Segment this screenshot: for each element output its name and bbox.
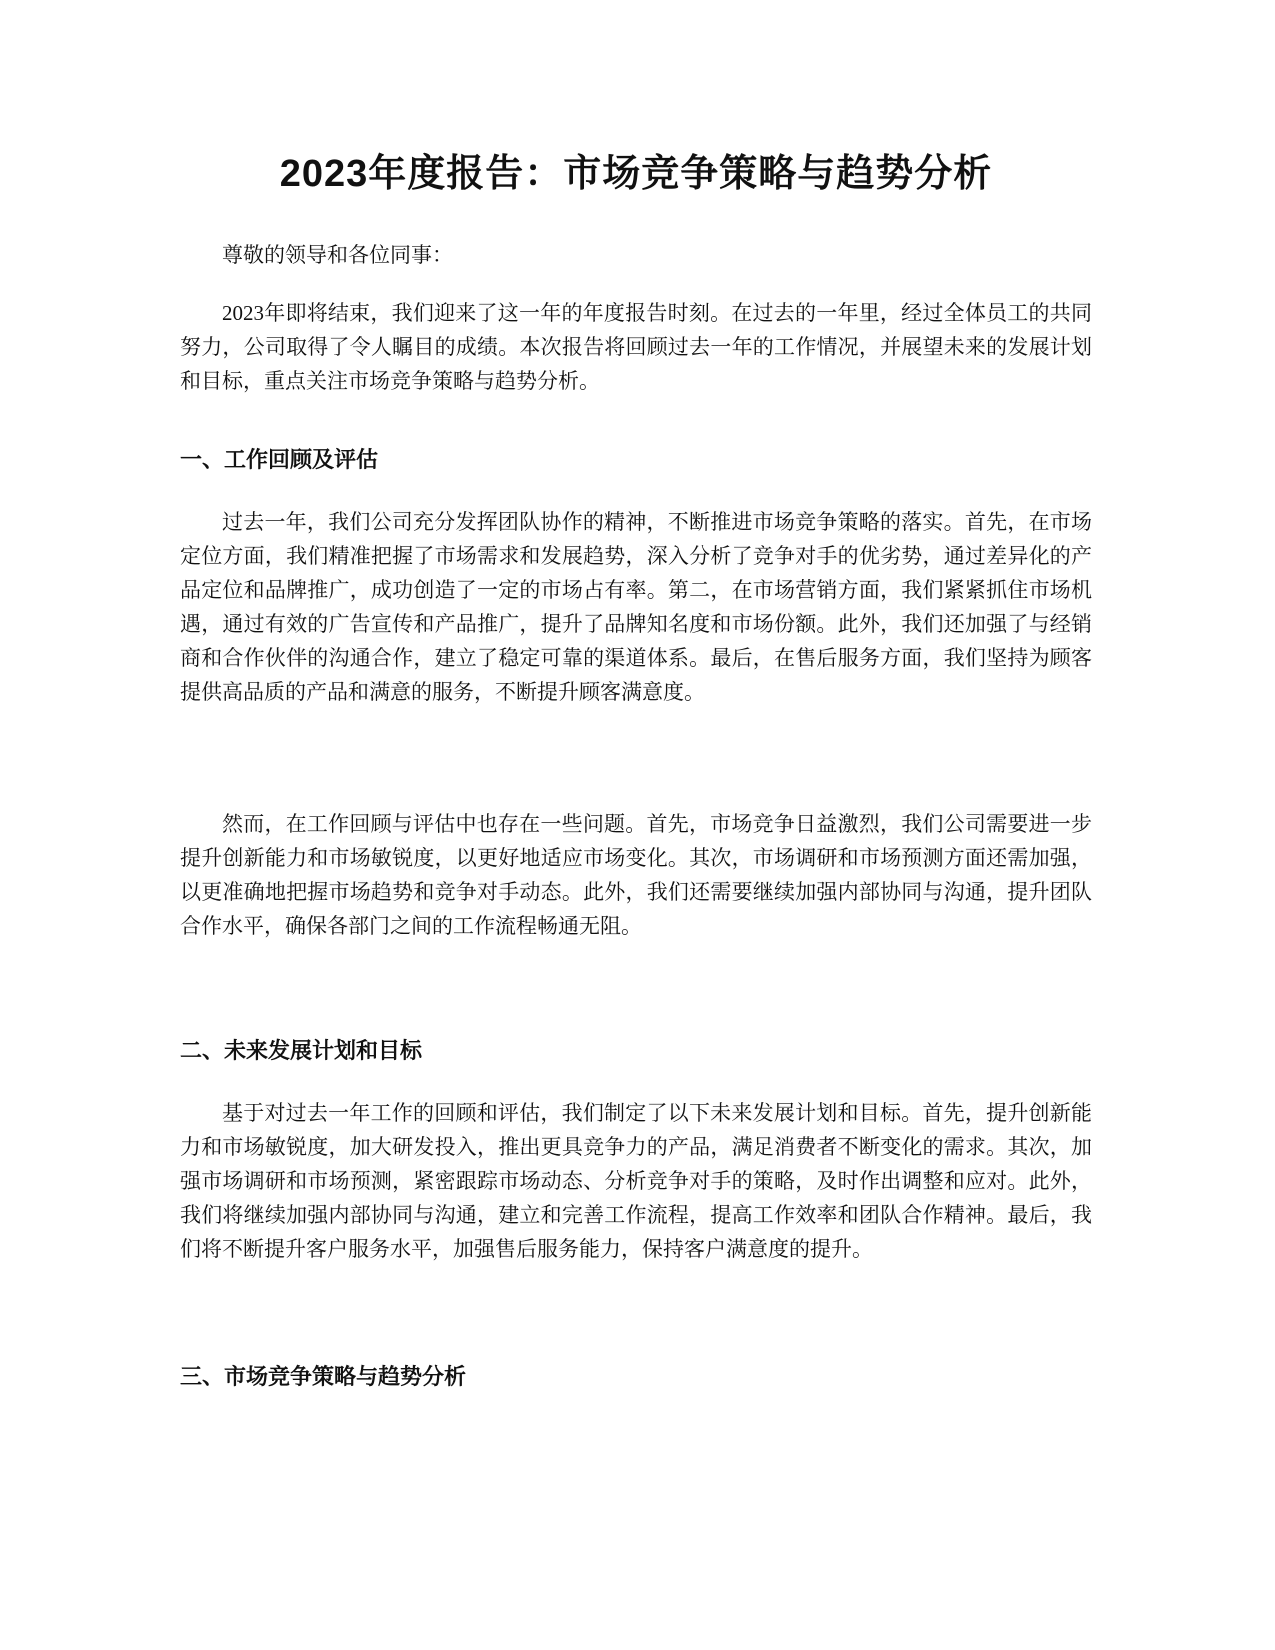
section-heading-strategy: 三、市场竞争策略与趋势分析 <box>180 1364 467 1389</box>
review-paragraph-1: 过去一年，我们公司充分发挥团队协作的精神，不断推进市场竞争策略的落实。首先，在市场定位方面，我们精准把握了市场需求和发展趋势，深入分析了竞争对手的优劣势，通过差异化的产品定位和品牌推广，成功创造了一定的市场占有率。第二，在市场营销方面，我们紧紧抓住市场机遇，通过有效的广告宣传和产品推广，提升了品牌知名度和市场份额。此外，我们还加强了与经销商和合作伙伴的沟通合作，建立了稳定可靠的渠道体系。最后，在售后服务方面，我们坚持为顾客提供高品质的产品和满意的服务，不断提升顾客满意度。 <box>180 510 1092 704</box>
section-heading-plan: 二、未来发展计划和目标 <box>180 1038 423 1063</box>
document-title: 2023年度报告：市场竞争策略与趋势分析 <box>279 153 993 195</box>
section-heading-review: 一、工作回顾及评估 <box>180 447 379 472</box>
review-paragraph-2: 然而，在工作回顾与评估中也存在一些问题。首先，市场竞争日益激烈，我们公司需要进一步提升创新能力和市场敏锐度，以更好地适应市场变化。其次，市场调研和市场预测方面还需加强，以更准确地把握市场趋势和竞争对手动态。此外，我们还需要继续加强内部协同与沟通，提升团队合作水平，确保各部门之间的工作流程畅通无阻。 <box>180 812 1092 938</box>
intro-paragraph: 2023年即将结束，我们迎来了这一年的年度报告时刻。在过去的一年里，经过全体员工的共同努力，公司取得了令人瞩目的成绩。本次报告将回顾过去一年的工作情况，并展望未来的发展计划和目标，重点关注市场竞争策略与趋势分析。 <box>180 301 1092 393</box>
plan-paragraph-1: 基于对过去一年工作的回顾和评估，我们制定了以下未来发展计划和目标。首先，提升创新能力和市场敏锐度，加大研发投入，推出更具竞争力的产品，满足消费者不断变化的需求。其次，加强市场调研和市场预测，紧密跟踪市场动态、分析竞争对手的策略，及时作出调整和应对。此外，我们将继续加强内部协同与沟通，建立和完善工作流程，提高工作效率和团队合作精神。最后，我们将不断提升客户服务水平，加强售后服务能力，保持客户满意度的提升。 <box>180 1101 1092 1261</box>
greeting-paragraph: 尊敬的领导和各位同事： <box>222 243 453 267</box>
